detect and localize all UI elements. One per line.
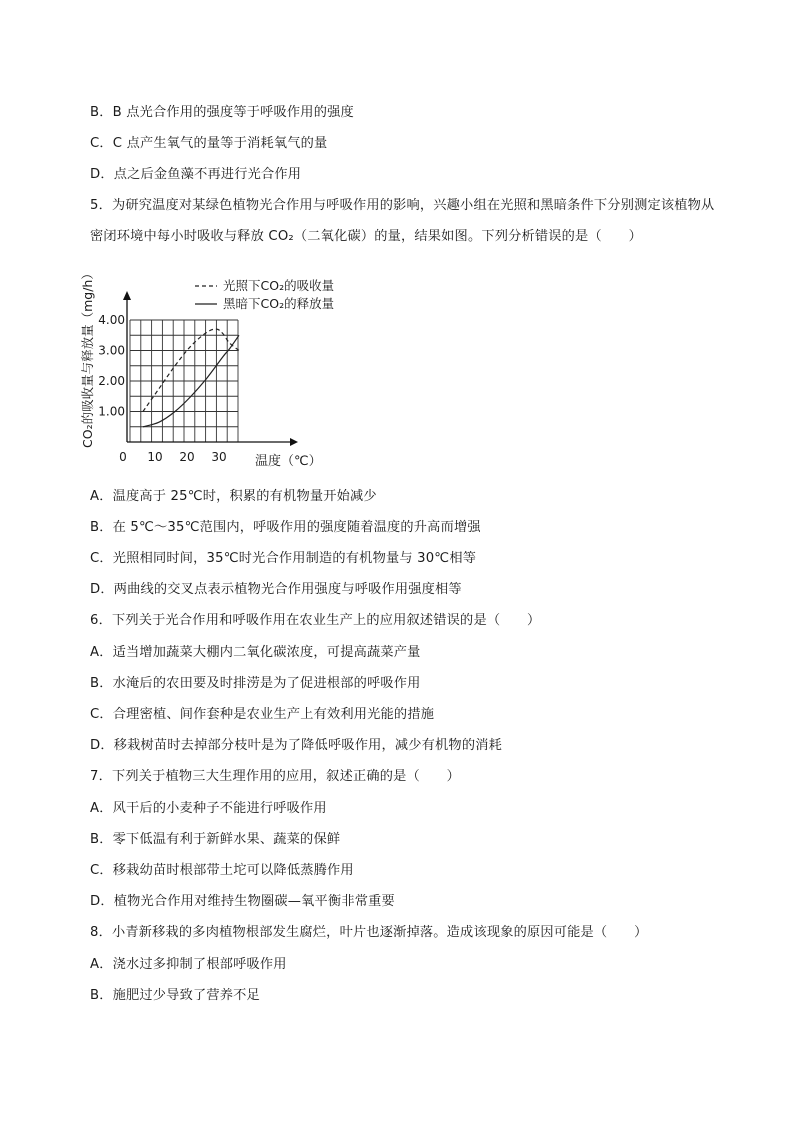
question-6-option-b: B．水淹后的农田要及时排涝是为了促进根部的呼吸作用 xyxy=(90,676,421,691)
question-4-option-b: B．B 点光合作用的强度等于呼吸作用的强度 xyxy=(90,105,354,120)
x-tick-label: 30 xyxy=(211,450,227,464)
y-tick-label: 2.00 xyxy=(98,374,125,388)
question-6-stem: 6．下列关于光合作用和呼吸作用在农业生产上的应用叙述错误的是（ ） xyxy=(90,613,541,628)
question-4-option-c: C．C 点产生氧气的量等于消耗氧气的量 xyxy=(90,136,328,151)
series-light-absorption-line xyxy=(143,329,239,411)
co2-chart xyxy=(72,254,372,474)
question-6-option-d: D．移栽树苗时去掉部分枝叶是为了降低呼吸作用，减少有机物的消耗 xyxy=(90,738,502,753)
y-axis-arrow xyxy=(123,291,131,300)
x-axis-arrow xyxy=(290,438,298,446)
question-5-stem-line-1: 5．为研究温度对某绿色植物光合作用与呼吸作用的影响，兴趣小组在光照和黑暗条件下分别测定该植物从 xyxy=(90,198,715,213)
x-tick-label: 20 xyxy=(179,450,195,464)
question-5-stem-line-2: 密闭环境中每小时吸收与释放 CO₂（二氧化碳）的量，结果如图。下列分析错误的是（ ） xyxy=(90,229,642,244)
question-8-option-a: A．浇水过多抑制了根部呼吸作用 xyxy=(90,957,287,972)
y-tick-label: 1.00 xyxy=(98,404,125,419)
y-tick-label: 4.00 xyxy=(98,313,125,327)
question-7-option-c: C．移栽幼苗时根部带土坨可以降低蒸腾作用 xyxy=(90,863,354,878)
question-6-option-c: C．合理密植、间作套种是农业生产上有效利用光能的措施 xyxy=(90,707,435,722)
question-7-option-b: B．零下低温有利于新鲜水果、蔬菜的保鲜 xyxy=(90,832,341,847)
question-4-option-d: D．点之后金鱼藻不再进行光合作用 xyxy=(90,167,302,182)
question-8-option-b: B．施肥过少导致了营养不足 xyxy=(90,988,260,1003)
question-8-stem: 8．小青新移栽的多肉植物根部发生腐烂，叶片也逐渐掉落。造成该现象的原因可能是（ ） xyxy=(90,925,648,940)
question-5-option-c: C．光照相同时间，35℃时光合作用制造的有机物量与 30℃相等 xyxy=(90,551,477,566)
question-5-option-d: D．两曲线的交叉点表示植物光合作用强度与呼吸作用强度相等 xyxy=(90,582,462,597)
question-5-option-b: B．在 5℃～35℃范围内，呼吸作用的强度随着温度的升高而增强 xyxy=(90,520,481,535)
y-tick-label: 3.00 xyxy=(98,343,125,358)
x-tick-label: 0 xyxy=(119,450,127,464)
y-axis-label: CO₂的吸收量与释放量（mg/h） xyxy=(80,267,95,448)
legend-label: 黑暗下CO₂的释放量 xyxy=(223,296,335,311)
co2-chart-svg xyxy=(72,254,372,474)
question-6-option-a: A．适当增加蔬菜大棚内二氧化碳浓度，可提高蔬菜产量 xyxy=(90,645,421,660)
x-tick-label: 10 xyxy=(147,450,163,464)
question-7-option-d: D．植物光合作用对维持生物圈碳—氧平衡非常重要 xyxy=(90,894,395,909)
question-7-stem: 7．下列关于植物三大生理作用的应用，叙述正确的是（ ） xyxy=(90,769,461,784)
question-5-option-a: A．温度高于 25℃时，积累的有机物量开始减少 xyxy=(90,489,377,504)
x-axis-label: 温度（℃） xyxy=(255,454,322,469)
legend-label: 光照下CO₂的吸收量 xyxy=(223,278,335,293)
question-7-option-a: A．风干后的小麦种子不能进行呼吸作用 xyxy=(90,801,327,816)
